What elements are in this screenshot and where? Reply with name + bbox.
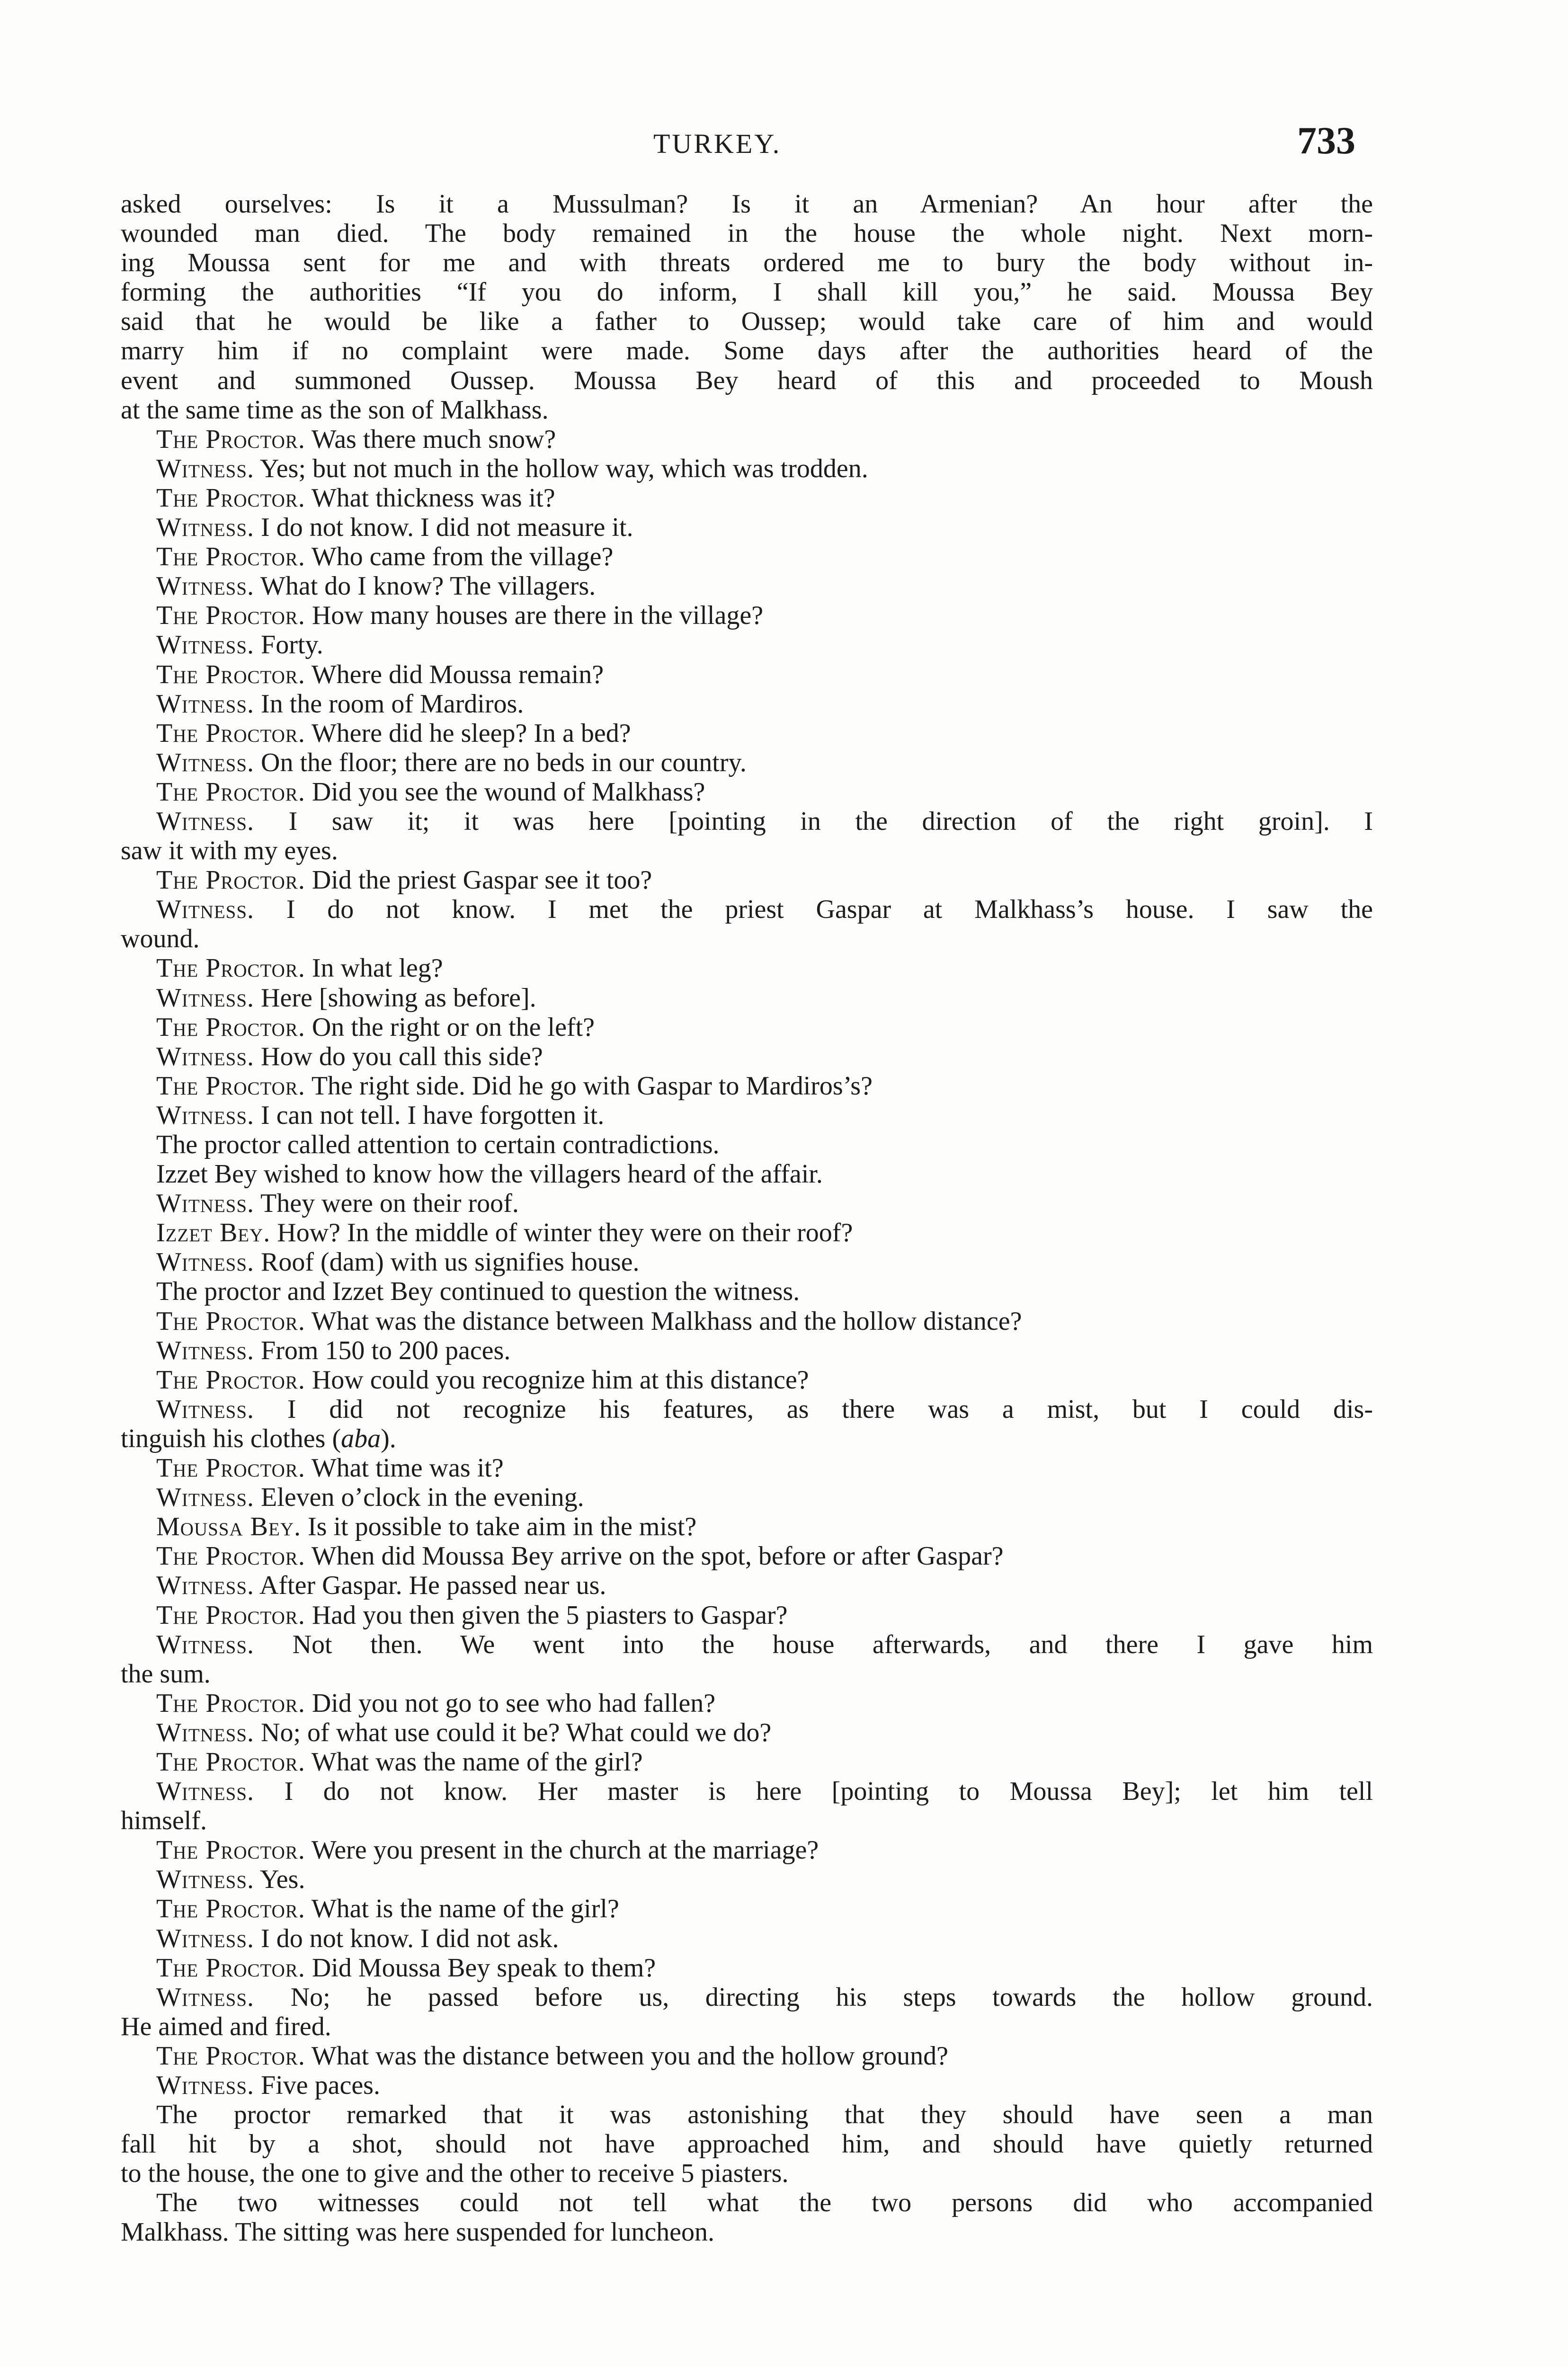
utterance-text: I do not know. Her master is here [pointing to Moussa Bey]; let him tell (254, 1777, 1373, 1806)
speaker-label: The Proctor. (156, 2041, 305, 2071)
dialogue-line (121, 1395, 1373, 1424)
page-number: 733 (1297, 119, 1355, 162)
utterance-text: What time was it? (305, 1453, 504, 1483)
utterance-text: What is the name of the girl? (305, 1894, 619, 1924)
utterance-text: In the room of Mardiros. (254, 689, 524, 719)
dialogue-line (121, 1747, 1373, 1777)
dialogue-line (121, 2188, 1373, 2217)
dialogue-line (121, 425, 1373, 454)
speaker-label: The Proctor. (156, 542, 305, 572)
dialogue-line (121, 542, 1373, 571)
dialogue-line (121, 1865, 1373, 1894)
speaker-label: The Proctor. (156, 1071, 305, 1101)
speaker-label: Witness. (156, 2071, 255, 2100)
utterance-text: The proctor remarked that it was astonishing that they should have seen a man (156, 2100, 1373, 2130)
utterance-text: How do you call this side? (254, 1041, 543, 1071)
dialogue-line (121, 1835, 1373, 1865)
speaker-label: Izzet Bey. (156, 1218, 271, 1248)
utterance-text: Izzet Bey wished to know how the villagers heard of the affair. (156, 1159, 823, 1189)
speaker-label: Witness. (156, 1335, 255, 1365)
dialogue-line (121, 1247, 1373, 1277)
utterance-text: What was the distance between you and the hollow ground? (305, 2041, 948, 2071)
utterance-text: I do not know. I did not ask. (254, 1923, 559, 1953)
dialogue-line (121, 1601, 1373, 1630)
text-line: at the same time as the son of Malkhass. (121, 395, 549, 425)
continuation-line (121, 924, 1373, 953)
speaker-label: The Proctor. (156, 1365, 305, 1395)
continuation-text: Malkhass. The sitting was here suspended for luncheon. (121, 2217, 715, 2247)
dialogue-line (121, 1953, 1373, 1983)
utterance-text: Had you then given the 5 piasters to Gaspar? (305, 1600, 788, 1630)
speaker-label: The Proctor. (156, 718, 305, 748)
dialogue-line (121, 1071, 1373, 1101)
speaker-label: Witness. (156, 689, 255, 719)
speaker-label: The Proctor. (156, 1835, 305, 1865)
text-line: ing Moussa sent for me and with threats ordered me to bury the body without in- (121, 248, 1373, 278)
dialogue-line (121, 1453, 1373, 1483)
speaker-label: The Proctor. (156, 1012, 305, 1042)
speaker-label: Witness. (156, 1100, 255, 1130)
continuation-line (121, 836, 1373, 865)
utterance-text: What do I know? The villagers. (254, 571, 596, 601)
continuation-end: ). (381, 1424, 396, 1453)
speaker-label: Witness. (156, 1629, 255, 1659)
speaker-label: Witness. (156, 806, 255, 836)
utterance-text: Here [showing as before]. (254, 983, 536, 1013)
continuation-line (121, 1659, 1373, 1689)
text-line: wounded man died. The body remained in the house the whole night. Next morn- (121, 219, 1373, 249)
utterance-text: Not then. We went into the house afterwards, and there I gave him (254, 1629, 1373, 1659)
dialogue-line (121, 2041, 1373, 2071)
speaker-label: Witness. (156, 630, 255, 660)
utterance-text: Did you see the wound of Malkhass? (305, 777, 705, 807)
dialogue-line (121, 1924, 1373, 1953)
utterance-text: On the floor; there are no beds in our country. (254, 747, 747, 777)
speaker-label: Witness. (156, 1923, 255, 1953)
dialogue-line (121, 983, 1373, 1013)
utterance-text: Yes. (254, 1865, 305, 1895)
speaker-label: Witness. (156, 1717, 255, 1747)
continuation-text: wound. (121, 924, 200, 954)
dialogue-line (121, 1365, 1373, 1395)
speaker-label: The Proctor. (156, 1453, 305, 1483)
speaker-label: Witness. (156, 1982, 255, 2012)
continuation-line (121, 2012, 1373, 2041)
speaker-label: Witness. (156, 1247, 255, 1277)
utterance-text: What was the name of the girl? (305, 1747, 643, 1777)
dialogue-line (121, 1894, 1373, 1923)
dialogue-line (121, 630, 1373, 659)
utterance-text: Forty. (254, 630, 323, 660)
utterance-text: Was there much snow? (305, 424, 556, 454)
continuation-line (121, 2129, 1373, 2159)
continuation-text: tinguish his clothes ( (121, 1424, 341, 1453)
utterance-text: When did Moussa Bey arrive on the spot, before or after Gaspar? (305, 1541, 1004, 1571)
utterance-text: The proctor called attention to certain contradictions. (156, 1130, 720, 1159)
speaker-label: Moussa Bey. (156, 1512, 302, 1542)
text-line: forming the authorities “If you do inform, I shall kill you,” he said. Moussa Bey (121, 277, 1373, 307)
speaker-label: The Proctor. (156, 1688, 305, 1718)
continuation-text: fall hit by a shot, should not have approached him, and should have quietly returned (121, 2129, 1373, 2159)
utterance-text: After Gaspar. He passed near us. (254, 1571, 606, 1601)
speaker-label: The Proctor. (156, 424, 305, 454)
dialogue-line (121, 1130, 1373, 1159)
utterance-text: The right side. Did he go with Gaspar to Mardiros’s? (305, 1071, 873, 1101)
utterance-text: Is it possible to take aim in the mist? (301, 1512, 697, 1542)
speaker-label: The Proctor. (156, 953, 305, 983)
utterance-text: I can not tell. I have forgotten it. (254, 1100, 605, 1130)
running-title: TURKEY. (653, 128, 782, 159)
speaker-label: Witness. (156, 1189, 255, 1219)
utterance-text: What thickness was it? (305, 483, 555, 513)
speaker-label: The Proctor. (156, 483, 305, 513)
dialogue-line (121, 748, 1373, 777)
dialogue-line (121, 660, 1373, 689)
continuation-text: saw it with my eyes. (121, 836, 338, 866)
dialogue-line (121, 777, 1373, 807)
utterance-text: I do not know. I did not measure it. (254, 513, 633, 543)
utterance-text: I did not recognize his features, as there was a mist, but I could dis- (254, 1394, 1373, 1424)
dialogue-line (121, 1042, 1373, 1071)
dialogue-line (121, 1689, 1373, 1718)
body-text (121, 189, 1373, 2247)
dialogue-line (121, 513, 1373, 542)
italic-term: aba (341, 1424, 381, 1453)
speaker-label: Witness. (156, 1394, 255, 1424)
dialogue-line (121, 2071, 1373, 2100)
dialogue-line (121, 1571, 1373, 1600)
speaker-label: The Proctor. (156, 1541, 305, 1571)
utterance-text: I do not know. I met the priest Gaspar at Malkhass’s house. I saw the (254, 895, 1373, 925)
utterance-text: How could you recognize him at this distance? (305, 1365, 809, 1395)
continuation-line (121, 1424, 1373, 1453)
testimony (121, 425, 1373, 2247)
speaker-label: Witness. (156, 895, 255, 925)
text-line: asked ourselves: Is it a Mussulman? Is it an Armenian? An hour after the (121, 189, 1373, 219)
dialogue-line (121, 1541, 1373, 1571)
speaker-label: Witness. (156, 1571, 255, 1601)
utterance-text: The two witnesses could not tell what the two persons did who accompanied (156, 2188, 1373, 2218)
utterance-text: Did the priest Gaspar see it too? (305, 865, 652, 895)
dialogue-line (121, 1013, 1373, 1042)
utterance-text: Where did Moussa remain? (305, 659, 604, 689)
text-line: said that he would be like a father to Oussep; would take care of him and would (121, 307, 1373, 337)
continuation-line (121, 2217, 1373, 2247)
dialogue-line (121, 1277, 1373, 1306)
utterance-text: Did you not go to see who had fallen? (305, 1688, 716, 1718)
speaker-label: The Proctor. (156, 1306, 305, 1336)
dialogue-line (121, 1307, 1373, 1336)
speaker-label: The Proctor. (156, 659, 305, 689)
speaker-label: The Proctor. (156, 1953, 305, 1983)
speaker-label: The Proctor. (156, 777, 305, 807)
utterance-text: Yes; but not much in the hollow way, which was trodden. (254, 454, 868, 483)
dialogue-line (121, 1777, 1373, 1806)
dialogue-line (121, 1512, 1373, 1541)
dialogue-line (121, 1101, 1373, 1130)
dialogue-line (121, 865, 1373, 895)
speaker-label: Witness. (156, 1777, 255, 1806)
continuation-text: the sum. (121, 1659, 211, 1689)
utterance-text: I saw it; it was here [pointing in the direction of the right groin]. I (254, 806, 1373, 836)
dialogue-line (121, 1218, 1373, 1247)
speaker-label: The Proctor. (156, 1600, 305, 1630)
continuation-text: He aimed and fired. (121, 2011, 331, 2041)
running-head (0, 118, 1568, 161)
text-line: event and summoned Oussep. Moussa Bey heard of this and proceeded to Moush (121, 365, 1373, 395)
dialogue-line (121, 454, 1373, 483)
dialogue-line (121, 1718, 1373, 1747)
utterance-text: Five paces. (254, 2071, 380, 2100)
utterance-text: How many houses are there in the village? (305, 601, 764, 631)
speaker-label: Witness. (156, 1483, 255, 1513)
utterance-text: Where did he sleep? In a bed? (305, 718, 631, 748)
dialogue-line (121, 601, 1373, 630)
speaker-label: Witness. (156, 1041, 255, 1071)
dialogue-line (121, 807, 1373, 836)
utterance-text: They were on their roof. (254, 1189, 519, 1219)
utterance-text: No; of what use could it be? What could we do? (254, 1717, 772, 1747)
speaker-label: The Proctor. (156, 601, 305, 631)
dialogue-line (121, 1336, 1373, 1365)
speaker-label: Witness. (156, 747, 255, 777)
utterance-text: Eleven o’clock in the evening. (254, 1483, 584, 1513)
utterance-text: No; he passed before us, directing his steps towards the hollow ground. (254, 1982, 1373, 2012)
dialogue-line (121, 719, 1373, 748)
speaker-label: The Proctor. (156, 1894, 305, 1924)
utterance-text: Did Moussa Bey speak to them? (305, 1953, 656, 1983)
utterance-text: From 150 to 200 paces. (254, 1335, 511, 1365)
text-line: marry him if no complaint were made. Some days after the authorities heard of the (121, 336, 1373, 366)
continuation-line: to the house, the one to give and the other to receive 5 piasters. (121, 2159, 789, 2189)
speaker-label: Witness. (156, 571, 255, 601)
utterance-text: On the right or on the left? (305, 1012, 595, 1042)
dialogue-line (121, 483, 1373, 513)
dialogue-line (121, 1483, 1373, 1512)
speaker-label: Witness. (156, 1865, 255, 1895)
utterance-text: Who came from the village? (305, 542, 614, 572)
speaker-label: Witness. (156, 513, 255, 543)
utterance-text: How? In the middle of winter they were on their roof? (270, 1218, 853, 1248)
continuation-text: himself. (121, 1806, 207, 1836)
utterance-text: Were you present in the church at the marriage? (305, 1835, 819, 1865)
dialogue-line (121, 689, 1373, 719)
dialogue-line (121, 2100, 1373, 2129)
speaker-label: The Proctor. (156, 1747, 305, 1777)
speaker-label: Witness. (156, 454, 255, 483)
utterance-text: The proctor and Izzet Bey continued to question the witness. (156, 1277, 800, 1307)
dialogue-line (121, 953, 1373, 983)
dialogue-line (121, 1983, 1373, 2012)
utterance-text: Roof (dam) with us signifies house. (254, 1247, 640, 1277)
dialogue-line (121, 1189, 1373, 1218)
utterance-text: What was the distance between Malkhass and the hollow distance? (305, 1306, 1022, 1336)
dialogue-line (121, 1630, 1373, 1659)
speaker-label: The Proctor. (156, 865, 305, 895)
dialogue-line (121, 1159, 1373, 1189)
continuation-line (121, 1806, 1373, 1835)
dialogue-line (121, 895, 1373, 924)
speaker-label: Witness. (156, 983, 255, 1013)
dialogue-line (121, 571, 1373, 601)
utterance-text: In what leg? (305, 953, 443, 983)
